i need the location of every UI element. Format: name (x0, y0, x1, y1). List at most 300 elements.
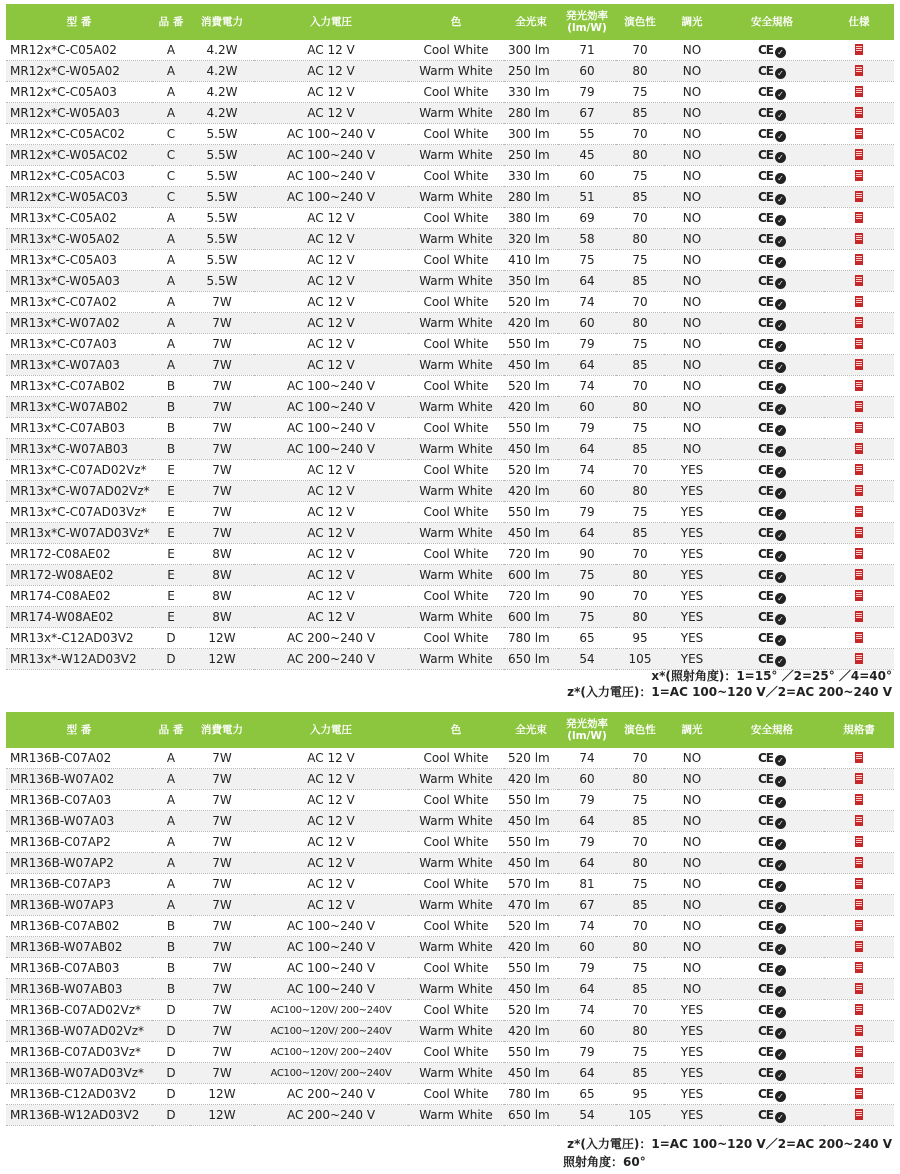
pdf-document-icon[interactable] (855, 1109, 863, 1120)
power-cell: 7W (190, 334, 254, 355)
pdf-document-icon[interactable] (855, 44, 863, 55)
input-voltage-cell: AC 100~240 V (254, 397, 408, 418)
ce-mark-icon: CE (757, 273, 773, 288)
lumen-cell: 600 lm (504, 607, 558, 628)
dimming-cell: YES (664, 1000, 720, 1021)
pdf-document-icon[interactable] (855, 1004, 863, 1015)
model-cell: MR13x*C-C05A03 (6, 250, 152, 271)
spec-sheet-cell[interactable] (824, 103, 894, 124)
dimming-cell: YES (664, 565, 720, 586)
power-cell: 5.5W (190, 250, 254, 271)
spec-sheet-cell[interactable] (824, 916, 894, 937)
spec-sheet-cell[interactable] (824, 769, 894, 790)
cert-check-icon: ✓ (775, 902, 786, 913)
safety-cert-cell (720, 481, 824, 502)
cert-check-icon: ✓ (775, 362, 786, 373)
efficacy-cell: 64 (558, 355, 616, 376)
spec-sheet-cell[interactable] (824, 958, 894, 979)
spec-sheet-cell[interactable] (824, 523, 894, 544)
ce-mark-icon: CE (757, 750, 773, 765)
part-code-cell: D (152, 1021, 190, 1042)
table-1-notes (567, 668, 892, 700)
pdf-document-icon[interactable] (855, 983, 863, 994)
pdf-document-icon[interactable] (855, 359, 863, 370)
table-row (6, 769, 894, 790)
ce-mark-icon: CE (757, 399, 773, 414)
cri-cell: 80 (616, 1021, 664, 1042)
ce-mark-icon: CE (757, 378, 773, 393)
spec-sheet-cell[interactable] (824, 565, 894, 586)
power-cell: 8W (190, 607, 254, 628)
dimming-cell: NO (664, 166, 720, 187)
dimming-cell: YES (664, 523, 720, 544)
safety-cert-cell (720, 439, 824, 460)
safety-cert-cell (720, 544, 824, 565)
part-code-cell: A (152, 334, 190, 355)
safety-cert-cell (720, 874, 824, 895)
power-cell: 8W (190, 544, 254, 565)
color-cell: Cool White (408, 748, 504, 769)
model-cell: MR136B-C07AD03Vz* (6, 1042, 152, 1063)
spec-sheet-cell[interactable] (824, 397, 894, 418)
table-row (6, 1084, 894, 1105)
pdf-document-icon[interactable] (855, 752, 863, 763)
pdf-document-icon[interactable] (855, 878, 863, 889)
power-cell: 4.2W (190, 103, 254, 124)
table-row (6, 649, 894, 670)
spec-sheet-cell[interactable] (824, 1021, 894, 1042)
dimming-cell: YES (664, 607, 720, 628)
part-code-cell: D (152, 628, 190, 649)
input-voltage-cell: AC 12 V (254, 313, 408, 334)
part-code-cell: A (152, 895, 190, 916)
safety-cert-cell (720, 166, 824, 187)
spec-sheet-cell[interactable] (824, 607, 894, 628)
part-code-cell: D (152, 1063, 190, 1084)
model-cell: MR13x*C-C07AB03 (6, 418, 152, 439)
part-code-cell: A (152, 811, 190, 832)
cert-check-icon: ✓ (775, 110, 786, 121)
pdf-document-icon[interactable] (855, 296, 863, 307)
dimming-cell: NO (664, 40, 720, 61)
model-cell: MR13x*C-W07AB02 (6, 397, 152, 418)
pdf-document-icon[interactable] (855, 590, 863, 601)
efficacy-cell: 74 (558, 460, 616, 481)
cert-check-icon: ✓ (775, 320, 786, 331)
cri-cell: 70 (616, 916, 664, 937)
header-color: 色 (408, 4, 504, 40)
cert-check-icon: ✓ (775, 776, 786, 787)
efficacy-cell: 74 (558, 916, 616, 937)
spec-sheet-cell[interactable] (824, 208, 894, 229)
input-voltage-cell: AC100~120V/ 200~240V (254, 1021, 408, 1042)
power-cell: 7W (190, 376, 254, 397)
pdf-document-icon[interactable] (855, 128, 863, 139)
pdf-document-icon[interactable] (855, 1067, 863, 1078)
efficacy-cell: 64 (558, 271, 616, 292)
spec-sheet-cell[interactable] (824, 481, 894, 502)
cert-check-icon: ✓ (775, 839, 786, 850)
spec-table-2 (6, 712, 894, 1126)
efficacy-cell: 90 (558, 544, 616, 565)
table-row (6, 166, 894, 187)
power-cell: 7W (190, 853, 254, 874)
spec-sheet-cell[interactable] (824, 1105, 894, 1126)
cri-cell: 85 (616, 1063, 664, 1084)
table-row (6, 124, 894, 145)
pdf-document-icon[interactable] (855, 1025, 863, 1036)
input-voltage-cell: AC 12 V (254, 460, 408, 481)
spec-sheet-cell[interactable] (824, 376, 894, 397)
cri-cell: 75 (616, 334, 664, 355)
pdf-document-icon[interactable] (855, 527, 863, 538)
spec-sheet-cell[interactable] (824, 1084, 894, 1105)
power-cell: 4.2W (190, 82, 254, 103)
power-cell: 7W (190, 895, 254, 916)
color-cell: Cool White (408, 166, 504, 187)
color-cell: Cool White (408, 292, 504, 313)
table-row (6, 334, 894, 355)
spec-sheet-cell[interactable] (824, 124, 894, 145)
cri-cell: 70 (616, 544, 664, 565)
input-voltage-cell: AC 12 V (254, 607, 408, 628)
model-cell: MR13x*C-W07AB03 (6, 439, 152, 460)
spec-sheet-cell[interactable] (824, 355, 894, 376)
spec-sheet-cell[interactable] (824, 292, 894, 313)
spec-sheet-cell[interactable] (824, 61, 894, 82)
ce-mark-icon: CE (757, 441, 773, 456)
color-cell: Cool White (408, 418, 504, 439)
table-row (6, 229, 894, 250)
part-code-cell: E (152, 523, 190, 544)
pdf-document-icon[interactable] (855, 485, 863, 496)
power-cell: 7W (190, 958, 254, 979)
cert-check-icon: ✓ (775, 944, 786, 955)
color-cell: Warm White (408, 229, 504, 250)
color-cell: Warm White (408, 607, 504, 628)
model-cell: MR12x*C-C05A03 (6, 82, 152, 103)
cri-cell: 80 (616, 229, 664, 250)
spec-sheet-cell[interactable] (824, 502, 894, 523)
lumen-cell: 650 lm (504, 1105, 558, 1126)
color-cell: Warm White (408, 895, 504, 916)
header-spec: 規格書 (824, 712, 894, 748)
spec-sheet-cell[interactable] (824, 1063, 894, 1084)
spec-sheet-cell[interactable] (824, 187, 894, 208)
spec-sheet-cell[interactable] (824, 649, 894, 670)
power-cell: 7W (190, 439, 254, 460)
color-cell: Cool White (408, 1084, 504, 1105)
pdf-document-icon[interactable] (855, 338, 863, 349)
efficacy-cell: 60 (558, 937, 616, 958)
spec-sheet-cell[interactable] (824, 82, 894, 103)
dimming-cell: YES (664, 1084, 720, 1105)
pdf-document-icon[interactable] (855, 611, 863, 622)
safety-cert-cell (720, 355, 824, 376)
model-cell: MR136B-C07A03 (6, 790, 152, 811)
spec-sheet-cell[interactable] (824, 418, 894, 439)
cert-check-icon: ✓ (775, 446, 786, 457)
spec-sheet-cell[interactable] (824, 145, 894, 166)
spec-sheet-cell[interactable] (824, 334, 894, 355)
spec-sheet-cell[interactable] (824, 832, 894, 853)
angle-note: x*(照射角度)：1=15° ／2=25° ／4=40° (651, 669, 892, 683)
spec-sheet-cell[interactable] (824, 895, 894, 916)
lumen-cell: 550 lm (504, 502, 558, 523)
input-voltage-cell: AC 12 V (254, 292, 408, 313)
spec-sheet-cell[interactable] (824, 250, 894, 271)
spec-sheet-cell[interactable] (824, 586, 894, 607)
efficacy-cell: 74 (558, 748, 616, 769)
part-code-cell: C (152, 187, 190, 208)
color-cell: Cool White (408, 1042, 504, 1063)
table-row (6, 832, 894, 853)
header-part-code: 品 番 (152, 712, 190, 748)
cri-cell: 80 (616, 145, 664, 166)
spec-sheet-cell[interactable] (824, 937, 894, 958)
spec-sheet-cell[interactable] (824, 40, 894, 61)
power-cell: 7W (190, 874, 254, 895)
pdf-document-icon[interactable] (855, 212, 863, 223)
header-safety: 安全規格 (720, 712, 824, 748)
color-cell: Warm White (408, 979, 504, 1000)
part-code-cell: A (152, 874, 190, 895)
cert-check-icon: ✓ (775, 236, 786, 247)
model-cell: MR136B-W07A03 (6, 811, 152, 832)
spec-sheet-cell[interactable] (824, 628, 894, 649)
efficacy-cell: 74 (558, 1000, 616, 1021)
cri-cell: 70 (616, 460, 664, 481)
ce-mark-icon: CE (757, 147, 773, 162)
pdf-document-icon[interactable] (855, 632, 863, 643)
efficacy-cell: 65 (558, 628, 616, 649)
safety-cert-cell (720, 292, 824, 313)
cert-check-icon: ✓ (775, 194, 786, 205)
color-cell: Cool White (408, 916, 504, 937)
header-power: 消費電力 (190, 4, 254, 40)
power-cell: 5.5W (190, 229, 254, 250)
lumen-cell: 420 lm (504, 1021, 558, 1042)
pdf-document-icon[interactable] (855, 149, 863, 160)
ce-mark-icon: CE (757, 918, 773, 933)
spec-sheet-cell[interactable] (824, 271, 894, 292)
pdf-document-icon[interactable] (855, 815, 863, 826)
cri-cell: 105 (616, 1105, 664, 1126)
pdf-document-icon[interactable] (855, 443, 863, 454)
pdf-document-icon[interactable] (855, 899, 863, 910)
pdf-document-icon[interactable] (855, 794, 863, 805)
spec-sheet-cell[interactable] (824, 229, 894, 250)
lumen-cell: 300 lm (504, 124, 558, 145)
table-row (6, 187, 894, 208)
safety-cert-cell (720, 1063, 824, 1084)
model-cell: MR13x*C-W05A02 (6, 229, 152, 250)
pdf-document-icon[interactable] (855, 422, 863, 433)
color-cell: Cool White (408, 460, 504, 481)
model-cell: MR136B-W07AB03 (6, 979, 152, 1000)
safety-cert-cell (720, 769, 824, 790)
power-cell: 12W (190, 628, 254, 649)
color-cell: Warm White (408, 61, 504, 82)
dimming-cell: YES (664, 481, 720, 502)
pdf-document-icon[interactable] (855, 233, 863, 244)
cert-check-icon: ✓ (775, 1112, 786, 1123)
input-voltage-cell: AC 12 V (254, 82, 408, 103)
table-row (6, 979, 894, 1000)
spec-sheet-cell[interactable] (824, 874, 894, 895)
input-voltage-cell: AC100~120V/ 200~240V (254, 1042, 408, 1063)
pdf-document-icon[interactable] (855, 920, 863, 931)
pdf-document-icon[interactable] (855, 380, 863, 391)
model-cell: MR13x*C-W05A03 (6, 271, 152, 292)
ce-mark-icon: CE (757, 567, 773, 582)
cert-check-icon: ✓ (775, 1028, 786, 1039)
safety-cert-cell (720, 502, 824, 523)
input-voltage-cell: AC 12 V (254, 271, 408, 292)
part-code-cell: A (152, 103, 190, 124)
safety-cert-cell (720, 523, 824, 544)
pdf-document-icon[interactable] (855, 254, 863, 265)
spec-sheet-cell[interactable] (824, 853, 894, 874)
ce-mark-icon: CE (757, 546, 773, 561)
pdf-document-icon[interactable] (855, 1088, 863, 1099)
pdf-document-icon[interactable] (855, 569, 863, 580)
safety-cert-cell (720, 397, 824, 418)
power-cell: 7W (190, 937, 254, 958)
part-code-cell: C (152, 145, 190, 166)
header-cri: 演色性 (616, 4, 664, 40)
efficacy-cell: 75 (558, 250, 616, 271)
pdf-document-icon[interactable] (855, 857, 863, 868)
cert-check-icon: ✓ (775, 755, 786, 766)
power-cell: 7W (190, 523, 254, 544)
pdf-document-icon[interactable] (855, 506, 863, 517)
lumen-cell: 650 lm (504, 649, 558, 670)
cert-check-icon: ✓ (775, 1049, 786, 1060)
color-cell: Cool White (408, 832, 504, 853)
table-row (6, 748, 894, 769)
spec-sheet-cell[interactable] (824, 313, 894, 334)
pdf-document-icon[interactable] (855, 86, 863, 97)
lumen-cell: 520 lm (504, 1000, 558, 1021)
spec-sheet-cell[interactable] (824, 1042, 894, 1063)
spec-sheet-cell[interactable] (824, 544, 894, 565)
cert-check-icon: ✓ (775, 1007, 786, 1018)
color-cell: Warm White (408, 853, 504, 874)
color-cell: Warm White (408, 271, 504, 292)
part-code-cell: E (152, 607, 190, 628)
cri-cell: 70 (616, 832, 664, 853)
table-header-row (6, 712, 894, 748)
spec-sheet-cell[interactable] (824, 166, 894, 187)
header-efficacy: 発光効率 (lm/W) (558, 712, 616, 748)
pdf-document-icon[interactable] (855, 317, 863, 328)
color-cell: Warm White (408, 481, 504, 502)
dimming-cell: NO (664, 790, 720, 811)
pdf-document-icon[interactable] (855, 191, 863, 202)
ce-mark-icon: CE (757, 483, 773, 498)
header-cri: 演色性 (616, 712, 664, 748)
spec-sheet-cell[interactable] (824, 460, 894, 481)
pdf-document-icon[interactable] (855, 773, 863, 784)
lumen-cell: 420 lm (504, 937, 558, 958)
spec-sheet-cell[interactable] (824, 811, 894, 832)
safety-cert-cell (720, 82, 824, 103)
dimming-cell: YES (664, 1105, 720, 1126)
pdf-document-icon[interactable] (855, 1046, 863, 1057)
lumen-cell: 450 lm (504, 853, 558, 874)
power-cell: 7W (190, 418, 254, 439)
safety-cert-cell (720, 1000, 824, 1021)
pdf-document-icon[interactable] (855, 464, 863, 475)
pdf-document-icon[interactable] (855, 836, 863, 847)
part-code-cell: A (152, 292, 190, 313)
spec-sheet-cell[interactable] (824, 439, 894, 460)
model-cell: MR172-W08AE02 (6, 565, 152, 586)
pdf-document-icon[interactable] (855, 548, 863, 559)
pdf-document-icon[interactable] (855, 401, 863, 412)
efficacy-cell: 60 (558, 166, 616, 187)
table-header-row (6, 4, 894, 40)
color-cell: Warm White (408, 313, 504, 334)
part-code-cell: A (152, 790, 190, 811)
spec-sheet-cell[interactable] (824, 1000, 894, 1021)
power-cell: 7W (190, 916, 254, 937)
lumen-cell: 420 lm (504, 481, 558, 502)
dimming-cell: NO (664, 313, 720, 334)
lumen-cell: 520 lm (504, 376, 558, 397)
pdf-document-icon[interactable] (855, 65, 863, 76)
ce-mark-icon: CE (757, 960, 773, 975)
dimming-cell: NO (664, 916, 720, 937)
cri-cell: 80 (616, 61, 664, 82)
cert-check-icon: ✓ (775, 68, 786, 79)
efficacy-cell: 79 (558, 958, 616, 979)
pdf-document-icon[interactable] (855, 107, 863, 118)
spec-sheet-cell[interactable] (824, 748, 894, 769)
power-cell: 7W (190, 460, 254, 481)
pdf-document-icon[interactable] (855, 941, 863, 952)
table-row (6, 439, 894, 460)
cri-cell: 70 (616, 208, 664, 229)
pdf-document-icon[interactable] (855, 275, 863, 286)
table-row (6, 271, 894, 292)
dimming-cell: NO (664, 103, 720, 124)
cri-cell: 80 (616, 769, 664, 790)
spec-sheet-cell[interactable] (824, 979, 894, 1000)
model-cell: MR13x*C-C07A03 (6, 334, 152, 355)
efficacy-cell: 79 (558, 832, 616, 853)
pdf-document-icon[interactable] (855, 962, 863, 973)
pdf-document-icon[interactable] (855, 653, 863, 664)
model-cell: MR174-C08AE02 (6, 586, 152, 607)
power-cell: 5.5W (190, 145, 254, 166)
efficacy-cell: 79 (558, 502, 616, 523)
lumen-cell: 550 lm (504, 790, 558, 811)
cert-check-icon: ✓ (775, 1091, 786, 1102)
safety-cert-cell (720, 271, 824, 292)
pdf-document-icon[interactable] (855, 170, 863, 181)
table-row (6, 874, 894, 895)
safety-cert-cell (720, 748, 824, 769)
table-row (6, 313, 894, 334)
spec-sheet-cell[interactable] (824, 790, 894, 811)
lumen-cell: 280 lm (504, 103, 558, 124)
part-code-cell: B (152, 937, 190, 958)
efficacy-cell: 51 (558, 187, 616, 208)
table-row (6, 1105, 894, 1126)
table-row (6, 40, 894, 61)
